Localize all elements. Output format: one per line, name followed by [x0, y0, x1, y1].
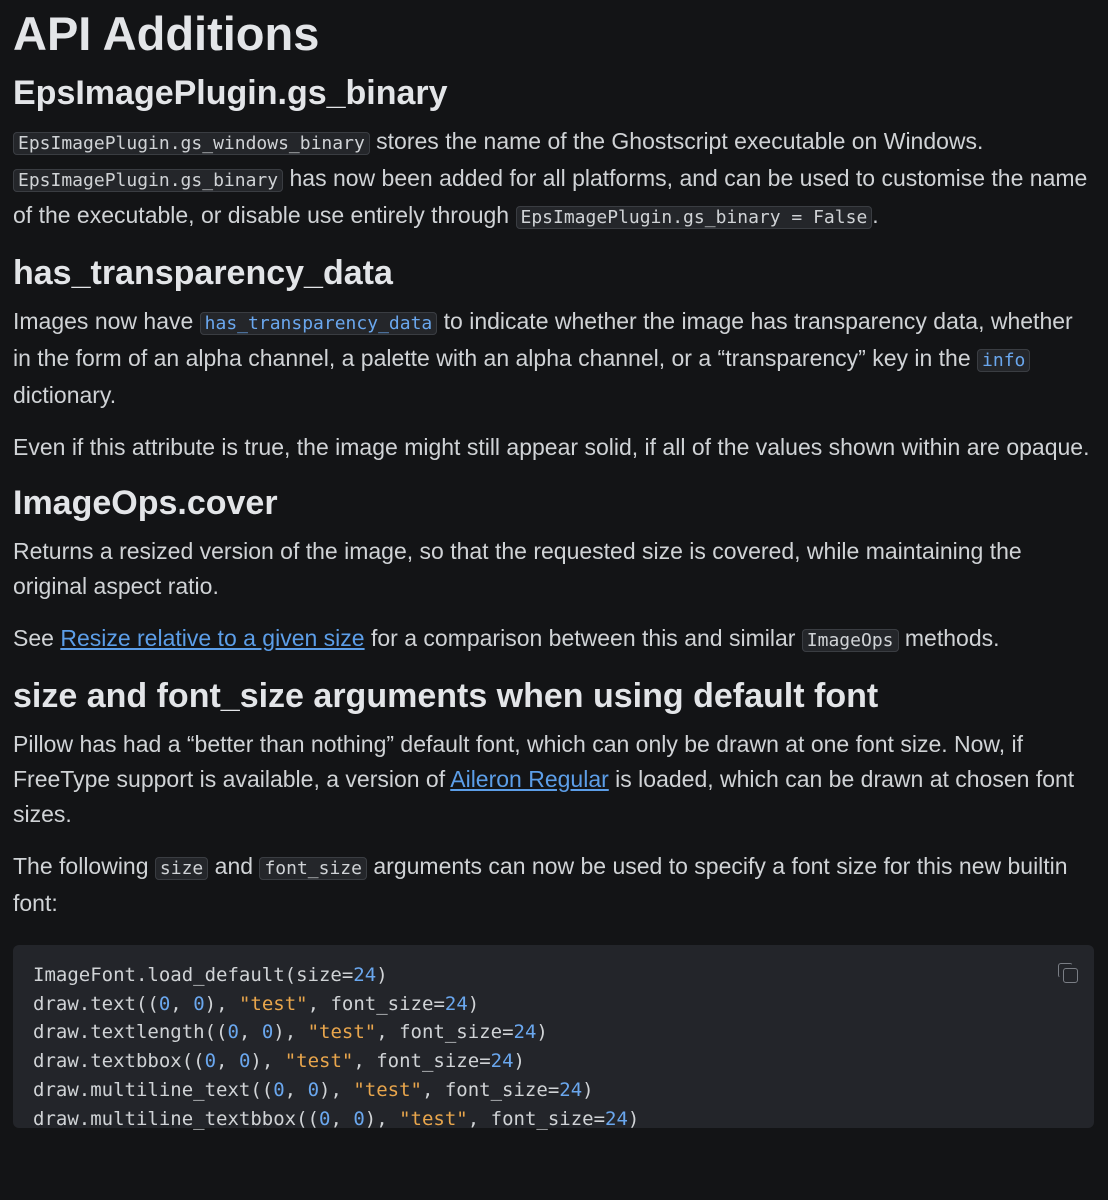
- inline-code: size: [155, 857, 208, 880]
- code-token: ): [582, 1078, 594, 1101]
- code-token: 24: [490, 1050, 514, 1073]
- inline-code: EpsImagePlugin.gs_binary = False: [516, 206, 873, 229]
- code-token: ),: [204, 992, 239, 1015]
- code-token: draw.textlength((: [33, 1021, 228, 1044]
- code-token: 24: [353, 964, 377, 986]
- text: and: [208, 853, 260, 879]
- text: is loaded, which can be drawn at chosen font sizes.: [13, 766, 1075, 827]
- code-token: ),: [319, 1078, 354, 1101]
- text: to indicate whether the image has transparency data, whether in the form of an alpha channel, a palette with an alpha channel, or a “transparency” key in the: [13, 308, 1073, 371]
- paragraph-see-resize: [13, 621, 1094, 658]
- code-token: 0: [204, 1050, 217, 1073]
- code-token: 0: [273, 1078, 285, 1101]
- heading-gs-binary: EpsImagePlugin.gs_binary: [13, 74, 448, 112]
- text: has now been added for all platforms, and can be used to customise the name of the executable, or disable use entirely through: [13, 165, 1088, 228]
- code-line: [33, 1047, 1074, 1076]
- paragraph-opaque-note: Even if this attribute is true, the image might still appear solid, if all of the values shown within are opaque.: [13, 434, 1090, 460]
- inline-code: EpsImagePlugin.gs_windows_binary: [13, 132, 370, 155]
- code-token: 24: [513, 1021, 537, 1044]
- inline-code: ImageOps: [802, 629, 899, 652]
- code-token: draw.textbbox((: [33, 1050, 205, 1073]
- text: dictionary.: [13, 382, 117, 408]
- code-line: [33, 1105, 1074, 1134]
- text: See: [13, 625, 61, 651]
- code-token: "test": [353, 1078, 422, 1101]
- code-token: "test": [307, 1021, 377, 1044]
- text: arguments can now be used to specify a font size for this new builtin font:: [13, 853, 1068, 916]
- code-line: [33, 1076, 1074, 1105]
- code-token: ,: [216, 1050, 239, 1073]
- text: The following: [13, 853, 155, 879]
- code-token: 0: [318, 1107, 331, 1130]
- code-token: ImageFont.load_default(size=: [33, 964, 354, 986]
- code-token: ),: [250, 1050, 285, 1073]
- code-token: ): [467, 992, 480, 1015]
- code-token: , font_size=: [421, 1078, 560, 1101]
- code-token: 0: [227, 1021, 239, 1044]
- paragraph-default-font: [13, 727, 1094, 832]
- code-block: [13, 945, 1094, 1128]
- paragraph-gs-binary: [13, 124, 1094, 235]
- paragraph-transparency: [13, 304, 1094, 413]
- code-token: "test": [399, 1107, 468, 1130]
- heading-imageops-cover: ImageOps.cover: [13, 484, 278, 522]
- code-line: [33, 1018, 1074, 1047]
- text: stores the name of the Ghostscript executable on Windows.: [369, 128, 984, 154]
- code-token: 0: [158, 992, 171, 1015]
- code-line: [33, 990, 1074, 1019]
- aileron-link[interactable]: Aileron Regular: [450, 766, 609, 792]
- code-token: ): [513, 1050, 525, 1073]
- text: methods.: [898, 625, 1000, 651]
- text: Pillow has had a “better than nothing” default font, which can only be drawn at one font size. Now, if FreeType support is available, a version of: [13, 731, 1024, 792]
- code-token: ),: [273, 1021, 308, 1044]
- code-token: 0: [261, 1021, 274, 1044]
- code-token: ): [376, 964, 388, 986]
- code-token: ,: [284, 1078, 308, 1101]
- code-token: 0: [238, 1050, 251, 1073]
- code-token: ): [536, 1021, 548, 1044]
- code-line: [33, 961, 1074, 990]
- code-token: ,: [330, 1107, 354, 1130]
- code-token: 24: [444, 992, 468, 1015]
- code-token: 24: [605, 1107, 628, 1130]
- code-token: "test": [284, 1050, 354, 1073]
- paragraph-size-args: [13, 849, 1094, 921]
- code-token: draw.multiline_textbbox((: [33, 1107, 319, 1130]
- code-token: 0: [353, 1107, 365, 1130]
- heading-has-transparency-data: has_transparency_data: [13, 254, 393, 292]
- resize-link[interactable]: Resize relative to a given size: [60, 625, 365, 651]
- code-token: 0: [193, 992, 205, 1015]
- heading-default-font: size and font_size arguments when using default font: [13, 677, 879, 715]
- code-lines: [33, 961, 1074, 1133]
- code-token: , font_size=: [353, 1050, 491, 1073]
- code-token: "test": [238, 992, 308, 1015]
- code-token: , font_size=: [307, 992, 445, 1015]
- inline-code: EpsImagePlugin.gs_binary: [13, 169, 283, 192]
- text: Images now have: [13, 308, 200, 334]
- inline-code-link[interactable]: has_transparency_data: [200, 312, 438, 335]
- code-token: ,: [238, 1021, 262, 1044]
- code-token: , font_size=: [467, 1107, 606, 1130]
- text: for a comparison between this and similar: [364, 625, 802, 651]
- code-token: draw.text((: [33, 992, 159, 1015]
- inline-code-link[interactable]: info: [977, 349, 1030, 372]
- code-token: ): [627, 1107, 640, 1130]
- paragraph-cover: Returns a resized version of the image, so that the requested size is covered, while maintaining the original aspect ratio.: [13, 538, 1022, 599]
- page-title: API Additions: [13, 7, 320, 60]
- inline-code: font_size: [259, 857, 367, 880]
- code-token: , font_size=: [376, 1021, 514, 1044]
- text: .: [872, 202, 879, 228]
- code-token: ),: [364, 1107, 400, 1130]
- code-token: ,: [170, 992, 194, 1015]
- code-token: 24: [559, 1078, 583, 1101]
- code-token: draw.multiline_text((: [33, 1078, 274, 1101]
- copy-icon[interactable]: [1058, 963, 1078, 983]
- code-token: 0: [307, 1078, 320, 1101]
